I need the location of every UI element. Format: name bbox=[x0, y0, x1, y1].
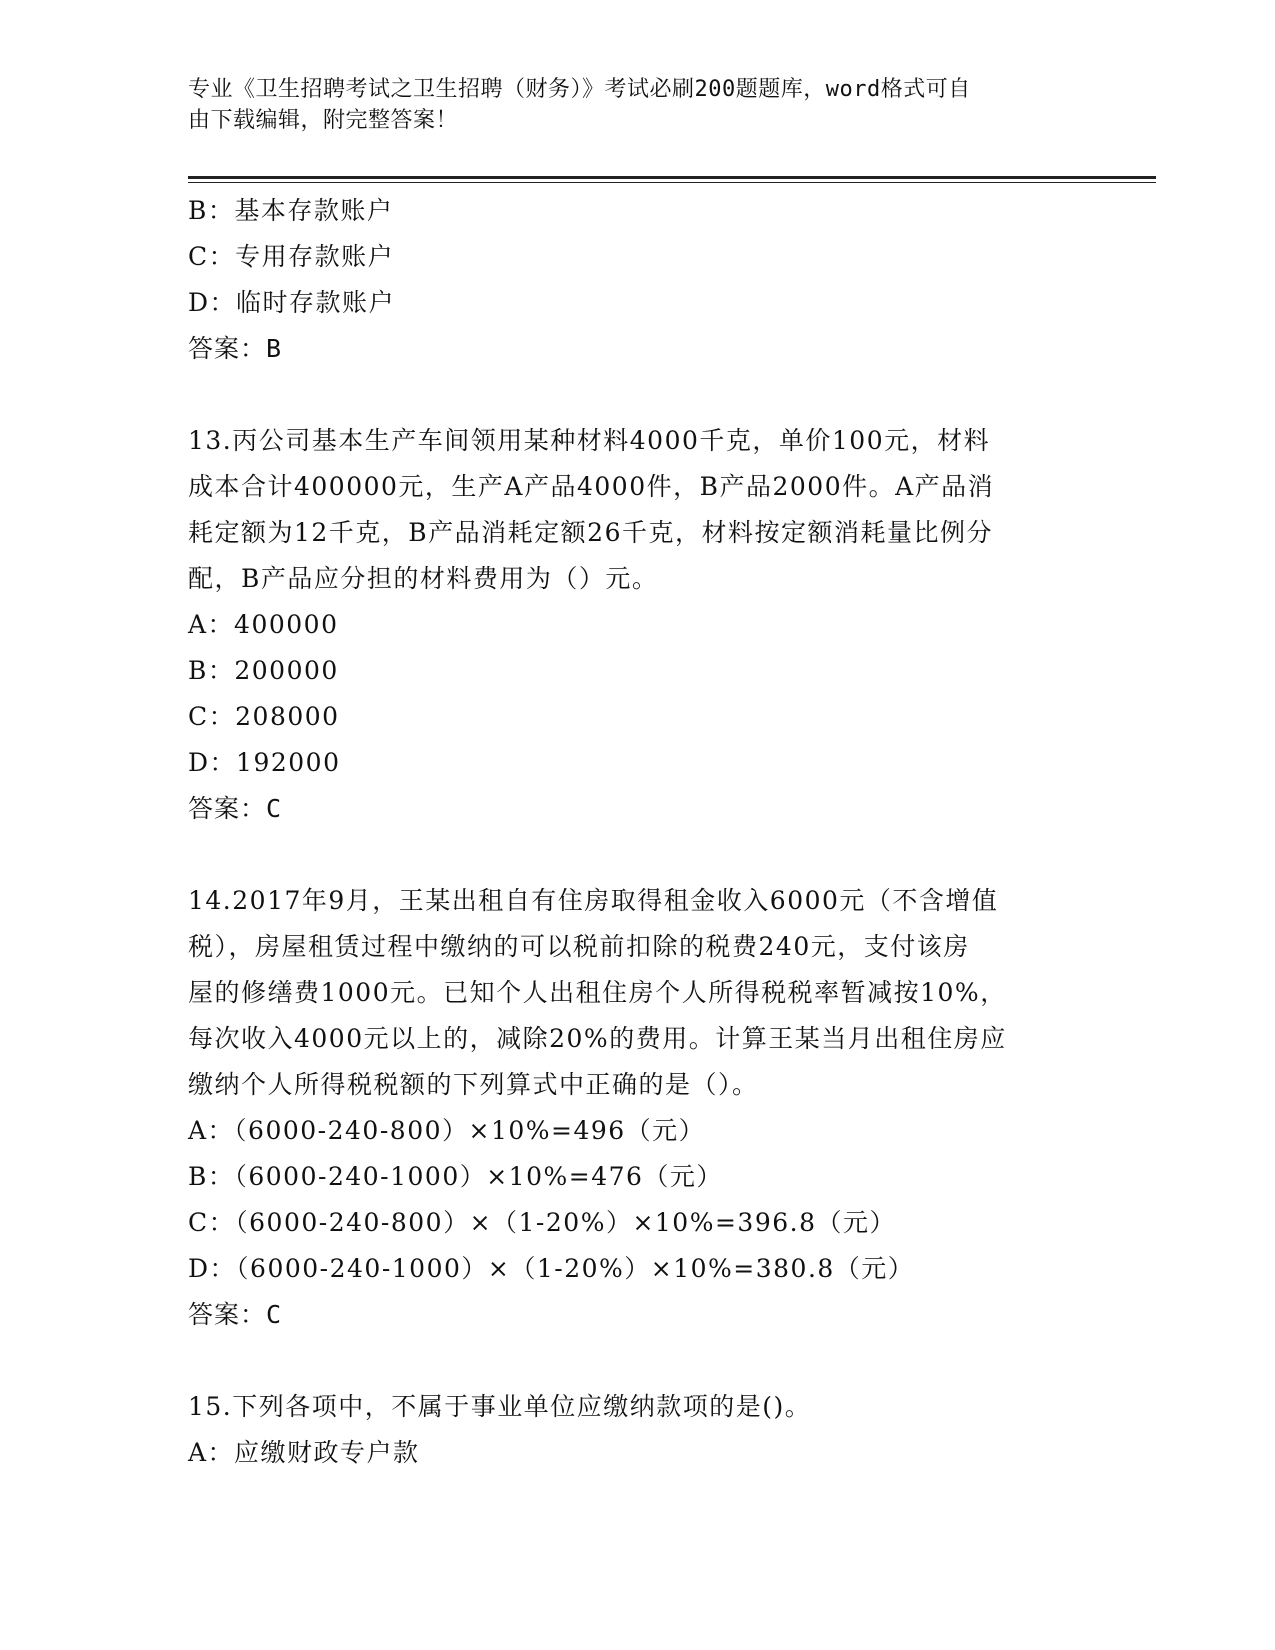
question-15 bbox=[188, 1384, 1088, 1476]
option-c: C：专用存款账户 bbox=[188, 242, 395, 271]
option-c: C：（6000-240-800）×（1-20%）×10%=396.8（元） bbox=[188, 1208, 896, 1237]
question-text-line: 屋的修缮费1000元。已知个人出租住房个人所得税税率暂减按10%， bbox=[188, 978, 1007, 1007]
question-text-line: 14.2017年9月，王某出租自有住房取得租金收入6000元（不含增值 bbox=[188, 886, 999, 915]
option-c: C：208000 bbox=[188, 702, 340, 731]
option-d: D：192000 bbox=[188, 748, 341, 777]
header-rule-thick bbox=[188, 176, 1156, 179]
question-text-line: 15.下列各项中，不属于事业单位应缴纳款项的是()。 bbox=[188, 1392, 812, 1421]
option-d: D：临时存款账户 bbox=[188, 288, 396, 317]
document-header bbox=[188, 74, 1068, 136]
question-12-tail bbox=[188, 188, 1088, 372]
question-text-line: 成本合计400000元，生产A产品4000件，B产品2000件。A产品消 bbox=[188, 472, 995, 501]
question-gap bbox=[188, 372, 1088, 418]
option-b: B：基本存款账户 bbox=[188, 196, 394, 225]
header-line-2: 由下载编辑，附完整答案！ bbox=[188, 108, 459, 133]
answer-line: 答案：C bbox=[188, 794, 283, 823]
answer-line: 答案：C bbox=[188, 1300, 283, 1329]
option-d: D：（6000-240-1000）×（1-20%）×10%=380.8（元） bbox=[188, 1254, 915, 1283]
question-gap bbox=[188, 1338, 1088, 1384]
question-text-line: 税），房屋租赁过程中缴纳的可以税前扣除的税费240元，支付该房 bbox=[188, 932, 970, 961]
question-text-line: 13.丙公司基本生产车间领用某种材料4000千克，单价100元，材料 bbox=[188, 426, 991, 455]
question-text-line: 每次收入4000元以上的，减除20%的费用。计算王某当月出租住房应 bbox=[188, 1024, 1007, 1053]
option-b: B：（6000-240-1000）×10%=476（元） bbox=[188, 1162, 723, 1191]
question-text-line: 配，B产品应分担的材料费用为（）元。 bbox=[188, 564, 659, 593]
question-text-line: 缴纳个人所得税税额的下列算式中正确的是（）。 bbox=[188, 1070, 759, 1099]
question-gap bbox=[188, 832, 1088, 878]
option-b: B：200000 bbox=[188, 656, 339, 685]
option-a: A：（6000-240-800）×10%=496（元） bbox=[188, 1116, 706, 1145]
header-line-1: 专业《卫生招聘考试之卫生招聘（财务）》考试必刷200题题库，word格式可自 bbox=[188, 77, 971, 102]
header-rule-thin bbox=[188, 182, 1156, 183]
answer-line: 答案：B bbox=[188, 334, 283, 363]
question-14 bbox=[188, 878, 1088, 1338]
option-a: A：400000 bbox=[188, 610, 339, 639]
question-content bbox=[188, 188, 1088, 1476]
question-13 bbox=[188, 418, 1088, 832]
question-text-line: 耗定额为12千克，B产品消耗定额26千克，材料按定额消耗量比例分 bbox=[188, 518, 993, 547]
option-a: A：应缴财政专户款 bbox=[188, 1438, 420, 1467]
